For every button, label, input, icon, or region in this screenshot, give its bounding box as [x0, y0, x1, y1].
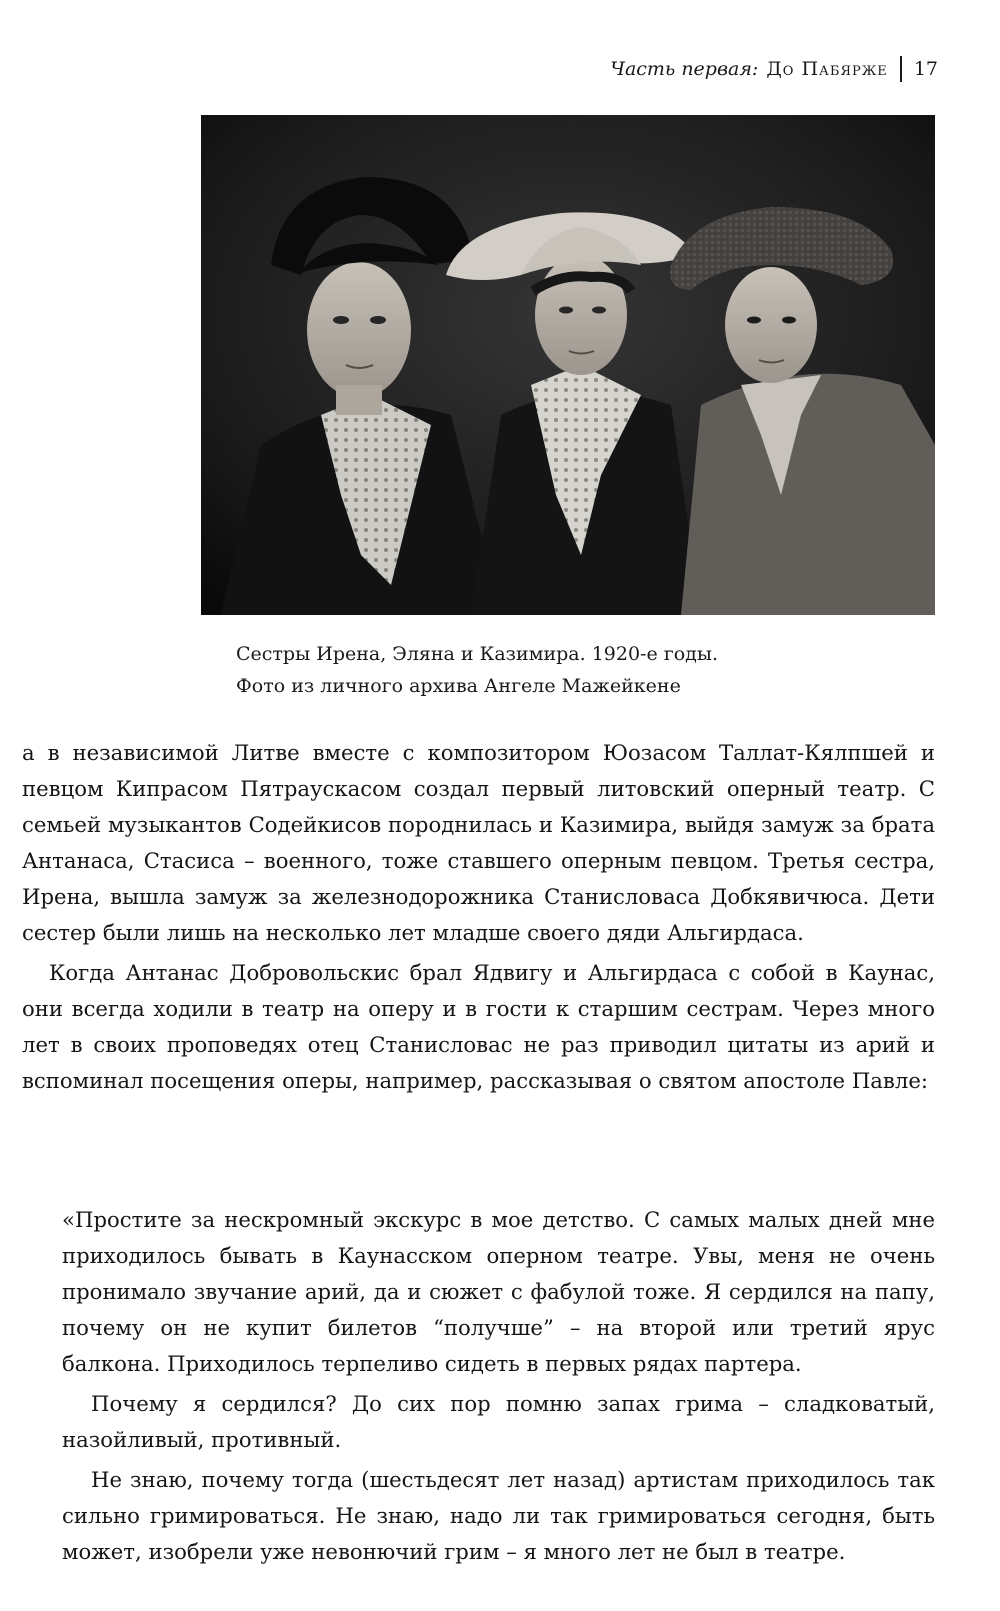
- quote-paragraph-1: «Простите за нескромный экскурс в мое детство. С самых малых дней мне приходилось бывать в Каунасском оперном театре. Увы, меня не очень пронимало звучание арий, да и сюжет с фабулой тоже. Я сердился на папу, почему он не купит билетов “получше” – на второй или третий ярус балкона. Приходилось терпеливо сидеть в первых рядах партера.: [62, 1207, 935, 1376]
- figure-caption: [236, 638, 718, 702]
- body-text: [22, 735, 935, 1099]
- page-number: 17: [913, 58, 938, 80]
- body-paragraph-2: Когда Антанас Добровольскис брал Ядвигу и Альгирдаса с собой в Каунас, они всегда ходили в театр на оперу и в гости к старшим сестрам. Через много лет в своих проповедях отец Станисловас не раз приводил цитаты из арий и вспоминал посещения оперы, например, рассказывая о святом апостоле Павле:: [22, 960, 935, 1093]
- historical-photo: [201, 115, 935, 615]
- caption-line-1: Сестры Ирена, Эляна и Казимира. 1920-е годы.: [236, 643, 719, 665]
- running-head-section: Часть первая:: [610, 58, 759, 80]
- running-head: [610, 56, 938, 82]
- quote-paragraph-3: Не знаю, почему тогда (шестьдесят лет назад) артистам приходилось так сильно гримироваться. Не знаю, надо ли так гримироваться сегодня, быть может, изобрели уже невонючий грим – я много лет не был в театре.: [62, 1467, 935, 1564]
- running-head-chapter: До Пабярже: [766, 58, 888, 80]
- running-head-divider: [900, 56, 902, 82]
- body-paragraph-1: а в независимой Литве вместе с композитором Юозасом Таллат-Кялпшей и певцом Кипрасом Пятраускасом создал первый литовский оперный театр. С семьей музыкантов Содейкисов породнилась и Казимира, выйдя замуж за брата Антанаса, Стасиса – военного, тоже ставшего оперным певцом. Третья сестра, Ирена, вышла замуж за железнодорожника Станисловаса Добкявичюса. Дети сестер были лишь на несколько лет младше своего дяди Альгирдаса.: [22, 740, 935, 945]
- quote-paragraph-2: Почему я сердился? До сих пор помню запах грима – сладковатый, назойливый, противный.: [62, 1391, 935, 1452]
- caption-line-2: Фото из личного архива Ангеле Мажейкене: [236, 675, 681, 697]
- block-quote: [62, 1202, 935, 1570]
- sisters-photo-illustration: [201, 115, 935, 615]
